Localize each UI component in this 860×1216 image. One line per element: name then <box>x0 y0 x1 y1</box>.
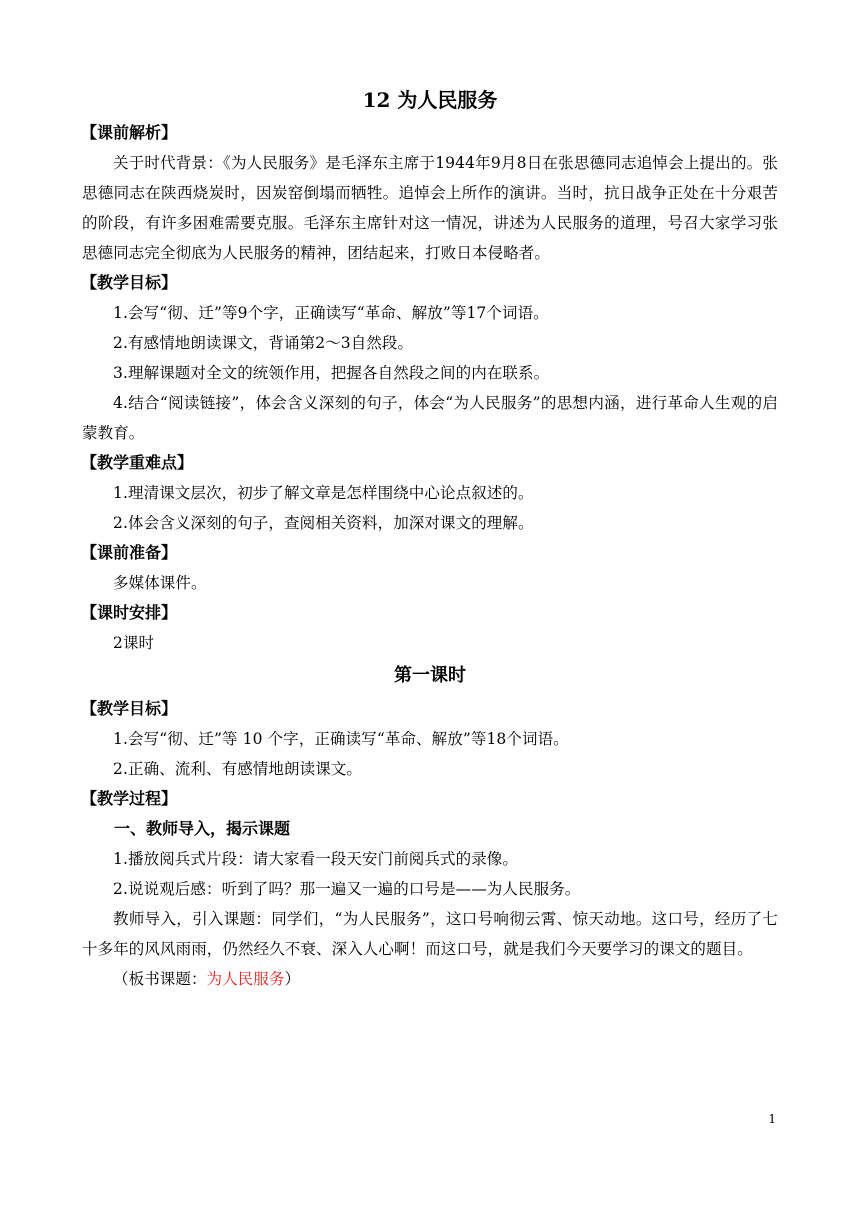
document-title: 12 为人民服务 <box>362 88 498 112</box>
section-heading-preparation: 【课前准备】 <box>81 543 178 562</box>
board-title-line <box>82 964 778 994</box>
lesson-goal-item: 2.正确、流利、有感情地朗读课文。 <box>113 760 362 778</box>
goal-item: 1.会写“彻、迁”等9个字，正确读写“革命、解放”等17个词语。 <box>113 304 549 322</box>
key-point-item: 2.体会含义深刻的句子，查阅相关资料，加深对课文的理解。 <box>113 514 534 532</box>
board-prefix: （板书课题： <box>113 970 207 988</box>
lesson-goal-item: 1.会写“彻、迁”等 10 个字，正确读写“革命、解放”等18个词语。 <box>113 730 569 748</box>
section-heading-goals: 【教学目标】 <box>81 273 178 292</box>
process-item: 教师导入，引入课题：同学们，“为人民服务”，这口号响彻云霄、惊天动地。这口号，经历了七十多年的风风雨雨，仍然经久不衰、深入人心啊！而这口号，就是我们今天要学习的课文的题目。 <box>82 910 778 958</box>
document-page <box>82 84 778 994</box>
preparation-text: 多媒体课件。 <box>113 574 207 592</box>
schedule-text: 2课时 <box>113 634 155 652</box>
page-number: 1 <box>768 1112 776 1126</box>
goal-item: 3.理解课题对全文的统领作用，把握各自然段之间的内在联系。 <box>113 364 550 382</box>
board-title-red: 为人民服务 <box>206 970 285 988</box>
goal-item: 2.有感情地朗读课文，背诵第2～3自然段。 <box>113 334 414 352</box>
lesson-one-heading: 第一课时 <box>394 665 466 686</box>
goal-item: 4.结合“阅读链接”，体会含义深刻的句子，体会“为人民服务”的思想内涵，进行革命人生观的启蒙教育。 <box>82 394 778 442</box>
board-suffix: ） <box>284 970 301 988</box>
section-heading-key-points: 【教学重难点】 <box>81 453 194 472</box>
section-heading-analysis: 【课前解析】 <box>81 123 178 142</box>
section-heading-lesson-goals: 【教学目标】 <box>81 699 178 718</box>
process-step-heading: 一、教师导入，揭示课题 <box>114 819 291 838</box>
process-item: 2.说说观后感：听到了吗？那一遍又一遍的口号是——为人民服务。 <box>113 880 581 898</box>
section-heading-schedule: 【课时安排】 <box>81 603 178 622</box>
key-point-item: 1.理清课文层次，初步了解文章是怎样围绕中心论点叙述的。 <box>113 484 534 502</box>
process-item: 1.播放阅兵式片段：请大家看一段天安门前阅兵式的录像。 <box>113 850 518 868</box>
section-heading-process: 【教学过程】 <box>81 789 178 808</box>
background-paragraph: 关于时代背景：《为人民服务》是毛泽东主席于1944年9月8日在张思德同志追悼会上提出的。张思德同志在陕西烧炭时，因炭窑倒塌而牺牲。追悼会上所作的演讲。当时，抗日战争正处在十分艰苦的阶段，有许多困难需要克服。毛泽东主席针对这一情况，讲述为人民服务的道理，号召大家学习张思德同志完全彻底为人民服务的精神，团结起来，打败日本侵略者。 <box>82 154 778 262</box>
